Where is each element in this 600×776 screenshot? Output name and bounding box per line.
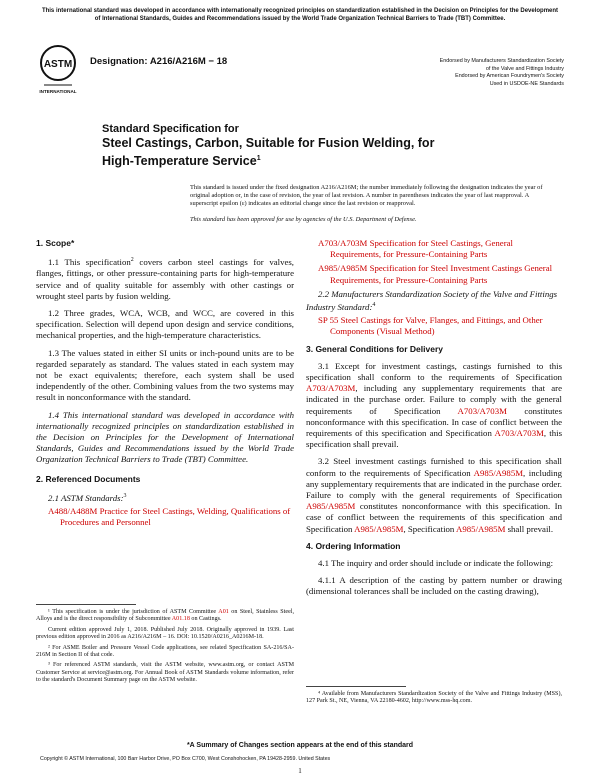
general-conditions-heading: 3. General Conditions for Delivery <box>306 343 443 354</box>
footnotes-left <box>36 604 294 688</box>
para-3-1: 3.1 Except for investment castings, castings furnished to this specification shall conform to the requirements of Specification A703/A703M, including any supplementary requirements that are indicated in the purchase order. Failure to comply with the general requirements of Specification A703/A703M constitutes nonconformance with this specification. In case of conflict between the requirements of this specification and Specification A703/A703M, this specification shall prevail. <box>306 360 563 450</box>
title-line-3-text: High-Temperature Service <box>102 154 257 169</box>
summary-note: *A Summary of Changes section appears at the end of this standard <box>186 742 414 749</box>
ref-link-a703[interactable]: A703/A703M <box>318 238 368 248</box>
link-a985[interactable]: A985/A985M <box>473 467 524 478</box>
page-number: 1 <box>298 767 302 775</box>
para-1-4: 1.4 This international standard was developed in accordance with internationally recognized principles on standardization established in the Decision on Principles for the Development of International Standards, Guides and Recommendations issued by the World Trade Organization Technical Barriers to Trade (TBT) Committee. <box>36 409 294 465</box>
approved-note: This standard has been approved for use by agencies of the U.S. Department of Defense. <box>190 216 417 223</box>
para-2-1: 2.1 ASTM Standards:$^3$ <box>48 492 127 503</box>
link-a703[interactable]: A703/A703M <box>494 427 544 438</box>
footnote-ref-2[interactable]: 2 <box>130 257 134 264</box>
left-column <box>36 238 294 531</box>
tbt-notice: This international standard was developed in accordance with internationally recognized principles on standardization established in the Decision on Principles for the Development of International Standards, Guides and Recommendations issued by the World Trade Organization Technical Barriers to Trade (TBT) Committee. <box>41 8 559 22</box>
references-heading: 2. Referenced Documents <box>36 473 141 484</box>
para-2-2: 2.2 Manufacturers Standardization Society of the Valve and Fittings Industry Standard:$^4$ <box>306 288 558 312</box>
footnote-2: ² For ASME Boiler and Pressure Vessel Code applications, see related Specification SA-216/SA-216M in Section II of that code. <box>36 644 294 659</box>
ordering-heading: 4. Ordering Information <box>306 540 401 551</box>
ref-a703: A703/A703M Specification for Steel Castings, General Requirements, for Pressure-Containing Parts <box>318 238 513 260</box>
logo-text: ASTM <box>43 59 73 70</box>
right-column <box>306 238 562 604</box>
para-1-3: 1.3 The values stated in either SI units or inch-pound units are to be regarded separately as standard. The values stated in each system may not be exact equivalents; therefore, each system shall be used independently of the other. Combining values from the two systems may result in nonconformance with the standard. <box>36 347 294 403</box>
link-a01[interactable]: A01 <box>218 609 229 615</box>
footnotes-right <box>306 686 562 709</box>
title-line-2: Steel Castings, Carbon, Suitable for Fusion Welding, for <box>102 136 435 150</box>
endorsement-line: Used in USDOE-NE Standards <box>489 80 564 87</box>
link-a703[interactable]: A703/A703M <box>306 383 356 394</box>
link-a703[interactable]: A703/A703M <box>457 405 507 416</box>
footnote-rule <box>36 604 136 605</box>
ref-a985: A985/A985M Specification for Steel Investment Castings General Requirements, for Pressure-Containing Parts <box>318 263 553 285</box>
title-footnote-ref[interactable]: 1 <box>256 155 261 162</box>
footnote-3: ³ For referenced ASTM standards, visit the ASTM website, www.astm.org, or contact ASTM Customer Service at service@astm.org. For Annual Book of ASTM Standards volume information, refer to the standard's Document Summary page on the ASTM website. <box>36 662 294 684</box>
footnote-rule <box>306 686 406 687</box>
footnote-1-edition: Current edition approved July 1, 2018. Published July 2018. Originally approved in 1939. Last previous edition approved in 2016 as A216/A216M – 16. DOI: 10.1520/A0216_A0216M-18. <box>36 626 294 641</box>
endorsements <box>440 58 564 88</box>
footnote-4: ⁴ Available from Manufacturers Standardization Society of the Valve and Fittings Industry (MSS), 127 Park St., NE, Vienna, VA 22180-4602, http://www.mss-hq.com. <box>306 691 562 705</box>
endorsement-line: Endorsed by Manufacturers Standardization Society <box>439 58 564 64</box>
scope-heading: 1. Scope* <box>36 238 75 248</box>
footnote-ref-4[interactable]: 4 <box>372 302 376 309</box>
title-line-3 <box>102 151 434 169</box>
para-1-1: 1.1 This specification$^2$ covers carbon steel castings for valves, flanges, fittings, or other pressure-containing parts for high-temperature service and of quality suitable for assembly with other castings or wrought steel parts by fusion welding. <box>36 257 294 301</box>
para-4-1: 4.1 The inquiry and order should include or indicate the following: <box>318 558 554 568</box>
link-a0118[interactable]: A01.18 <box>171 616 190 623</box>
para-3-2: 3.2 Steel investment castings furnished to this specification shall conform to the requirements of Specification A985/A985M, including any supplementary requirements that are indicated in the purchase order. Failure to comply with the general requirements of Specification A985/A985M constitutes nonconformance with this specification. In case of conflict between the requirements of this specification and Specification A985/A985M, Specification A985/A985M shall prevail. <box>306 456 562 534</box>
link-a985[interactable]: A985/A985M <box>306 501 356 512</box>
ref-link-a985[interactable]: A985/A985M <box>318 263 368 274</box>
designation: Designation: A216/A216M − 18 <box>90 56 228 67</box>
title-line-1: Standard Specification for <box>102 123 239 135</box>
astm-logo <box>38 44 78 96</box>
issued-note: This standard is issued under the fixed designation A216/A216M; the number immediately following the designation indicates the year of original adoption or, in the case of revision, the year of last revision. A number in parentheses indicates the year of last reapproval. A superscript epsilon (ε) indicates an editorial change since the last revision or reapproval. <box>190 184 543 208</box>
footnote-ref-3[interactable]: 3 <box>123 492 127 499</box>
title-block <box>102 123 434 169</box>
link-a985[interactable]: A985/A985M <box>456 523 506 534</box>
ref-a488: A488/A488M Practice for Steel Castings, Welding, Qualifications of Procedures and Personnel <box>48 505 291 528</box>
endorsement-line: of the Valve and Fittings Industry <box>485 65 564 72</box>
logo-caption: INTERNATIONAL <box>39 89 77 94</box>
endorsement-line: Endorsed by American Foundrymen's Society <box>455 73 564 80</box>
ref-link-sp55[interactable]: SP 55 <box>318 315 339 326</box>
para-1-2: 1.2 Three grades, WCA, WCB, and WCC, are covered in this specification. Selection will depend upon design and service conditions, mechanical properties, and the high-temperature characteristics. <box>36 307 294 341</box>
para-4-1-1: 4.1.1 A description of the casting by pattern number or drawing (dimensional tolerances shall be included on the casting drawing), <box>306 575 562 597</box>
ref-link-a488[interactable]: A488/A488M <box>48 505 98 516</box>
footnote-1: ¹ This specification is under the jurisdiction of ASTM Committee A01 on Steel, Stainless Steel, Alloys and is the direct responsibility of Subcommittee A01.18 on Castings. <box>36 609 294 623</box>
copyright: Copyright © ASTM International, 100 Barr Harbor Drive, PO Box C700, West Conshohocken, PA 19428-2959. United States <box>40 756 331 762</box>
ref-sp55: SP 55 Steel Castings for Valve, Flanges, and Fittings, and Other Components (Visual Method) <box>318 315 543 337</box>
link-a985[interactable]: A985/A985M <box>354 523 404 534</box>
